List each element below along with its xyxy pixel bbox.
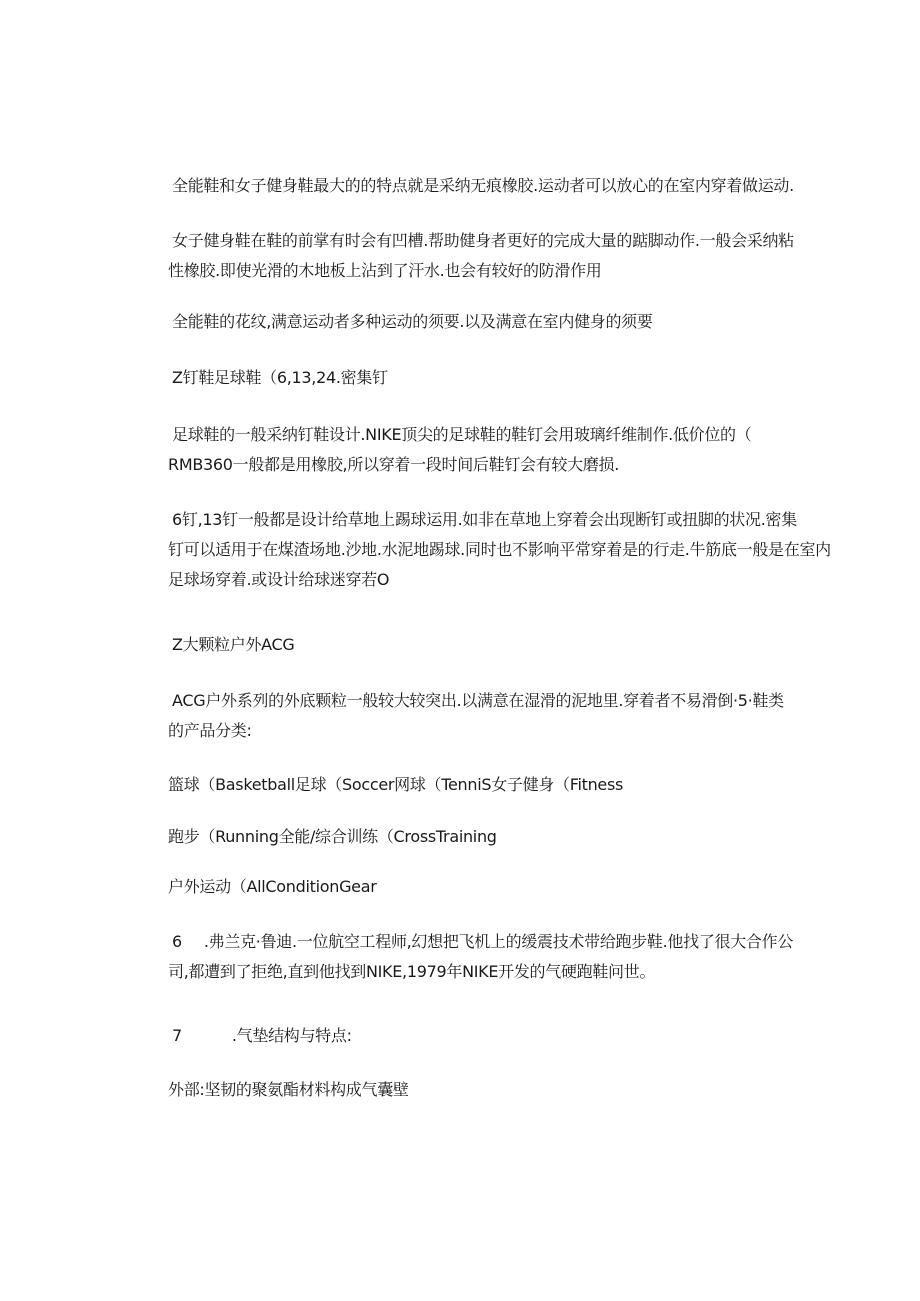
paragraph-line: 6钉,13钉一般都是设计给草地上踢球运用.如非在草地上穿着会出现断钉或扭脚的状况.密集	[172, 510, 797, 529]
item-number: 7	[172, 1026, 182, 1045]
paragraph-line: 篮球（Basketball足球（Soccer网球（TenniS女子健身（Fitness	[168, 775, 624, 794]
heading-line: Z大颗粒户外ACG	[172, 635, 295, 654]
paragraph-line: 钉可以适用于在煤渣场地.沙地.水泥地踢球.同时也不影响平常穿着是的行走.牛筋底一般是在室内	[168, 540, 831, 559]
paragraph-line: 跑步（Running全能/综合训练（CrossTraining	[168, 827, 497, 846]
numbered-item-7	[168, 1021, 792, 1051]
heading-line: Z钉鞋足球鞋（6,13,24.密集钉	[172, 368, 388, 387]
paragraph-line: 全能鞋的花纹,满意运动者多种运动的须要.以及满意在室内健身的须要	[172, 312, 653, 331]
paragraph-1	[168, 171, 792, 201]
paragraph-line: .弗兰克·鲁迪.一位航空工程师,幻想把飞机上的缓震技术带给跑步鞋.他找了很大合作公	[203, 932, 794, 951]
paragraph-line: 女子健身鞋在鞋的前掌有时会有凹槽.帮助健身者更好的完成大量的踮脚动作.一般会采纳粘	[172, 231, 794, 250]
category-line-2	[168, 822, 788, 852]
paragraph-6	[168, 505, 831, 595]
paragraph-3	[168, 307, 792, 337]
paragraph-line: 全能鞋和女子健身鞋最大的的特点就是采纳无痕橡胶.运动者可以放心的在室内穿着做运动.	[172, 176, 794, 195]
paragraph-line: .气垫结构与特点:	[231, 1026, 352, 1045]
paragraph-line: 外部:坚韧的聚氨酯材料构成气囊壁	[168, 1080, 409, 1099]
paragraph-5	[168, 420, 792, 480]
section-heading-z-acg	[168, 630, 792, 660]
paragraph-line: 性橡胶.即使光滑的木地板上沾到了汗水.也会有较好的防滑作用	[168, 261, 602, 280]
paragraph-line: 户外运动（AllConditionGear	[168, 877, 377, 896]
paragraph-line: 足球场穿着.或设计给球迷穿若O	[168, 570, 390, 589]
item-number: 6	[172, 932, 182, 951]
section-heading-z-spike	[168, 363, 792, 393]
paragraph-8	[168, 686, 792, 746]
category-line-3	[168, 872, 788, 902]
numbered-item-6	[168, 927, 792, 987]
paragraph-line: 司,都遭到了拒绝,直到他找到NIKE,1979年NIKE开发的气硬跑鞋问世。	[168, 962, 656, 981]
paragraph-line: 的产品分类:	[168, 721, 252, 740]
paragraph-line: ACG户外系列的外底颗粒一般较大较突出.以满意在湿滑的泥地里.穿着者不易滑倒·5·鞋类	[172, 691, 784, 710]
paragraph-line: 足球鞋的一般采纳钉鞋设计.NIKE顶尖的足球鞋的鞋钉会用玻璃纤维制作.低价位的（	[172, 425, 752, 444]
paragraph-line: RMB360一般都是用橡胶,所以穿着一段时间后鞋钉会有较大磨损.	[168, 455, 620, 474]
category-line-1	[168, 770, 788, 800]
paragraph-14	[168, 1075, 788, 1105]
paragraph-2	[168, 226, 792, 286]
